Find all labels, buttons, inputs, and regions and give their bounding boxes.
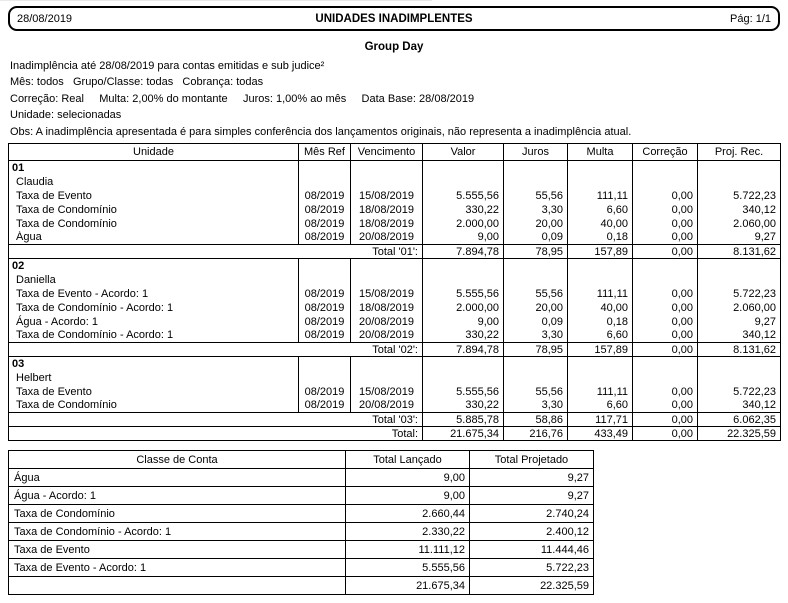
group-total-value: 8.131,62 (698, 343, 781, 357)
group-total-value: 157,89 (568, 343, 633, 357)
group-total-row (9, 413, 781, 427)
account-class: Água - Acordo: 1 (9, 487, 346, 505)
charge-value: 08/2019 (299, 231, 351, 245)
report-date: 28/08/2019 (17, 12, 73, 25)
empty-cell (351, 357, 423, 371)
charge-value: 18/08/2019 (351, 203, 423, 217)
charge-row (9, 315, 781, 329)
column-header: Mês Ref (299, 144, 351, 161)
empty-cell (568, 259, 633, 273)
charge-row (9, 203, 781, 217)
summary-row (9, 541, 594, 559)
summary-total-projetado: 22.325,59 (470, 577, 594, 595)
group-total-value: 5.885,78 (423, 413, 504, 427)
empty-cell (299, 259, 351, 273)
empty-cell (423, 175, 504, 189)
grand-total-row (9, 427, 781, 441)
charge-row (9, 399, 781, 413)
group-total-value: 0,00 (633, 413, 698, 427)
empty-cell (633, 371, 698, 385)
filter-line: Inadimplência até 28/08/2019 para contas emitidas e sub judice² (10, 60, 325, 72)
charge-value: 20/08/2019 (351, 329, 423, 343)
group-total-label: Total '02': (9, 343, 423, 357)
filter-line: Unidade: selecionadas (10, 109, 122, 122)
charge-value: 340,12 (698, 329, 781, 343)
total-projetado-value: 11.444,46 (470, 541, 594, 559)
grand-total-value: 22.325,59 (698, 427, 781, 441)
charge-class: Taxa de Condomínio (9, 217, 299, 231)
charge-row (9, 189, 781, 203)
empty-cell (299, 371, 351, 385)
grand-total-value: 0,00 (633, 427, 698, 441)
account-class: Taxa de Evento (9, 541, 346, 559)
filter-line: Correção: Real Multa: 2,00% do montante Juros: 1,00% ao mês Data Base: 28/08/2019 (10, 92, 475, 105)
charge-value: 0,00 (633, 217, 698, 231)
charge-value: 9,27 (698, 231, 781, 245)
charge-value: 330,22 (423, 203, 504, 217)
group-total-value: 7.894,78 (423, 245, 504, 259)
group-total-value: 58,86 (504, 413, 568, 427)
report-header (8, 6, 780, 31)
empty-cell (299, 273, 351, 287)
charge-value: 0,00 (633, 301, 698, 315)
group-name-row (9, 273, 781, 287)
empty-cell (504, 175, 568, 189)
grand-total-value: 216,76 (504, 427, 568, 441)
empty-cell (299, 175, 351, 189)
charge-value: 08/2019 (299, 189, 351, 203)
summary-header-row (9, 451, 594, 469)
empty-cell (698, 161, 781, 175)
charge-value: 15/08/2019 (351, 189, 423, 203)
main-table (8, 143, 781, 441)
charge-value: 2.000,00 (423, 217, 504, 231)
group-name: Claudia (9, 175, 299, 189)
charge-value: 20/08/2019 (351, 399, 423, 413)
charge-value: 0,18 (568, 231, 633, 245)
charge-value: 111,11 (568, 385, 633, 399)
charge-value: 5.722,23 (698, 189, 781, 203)
charge-value: 6,60 (568, 329, 633, 343)
total-lancado-value: 9,00 (346, 487, 470, 505)
empty-cell (504, 357, 568, 371)
total-lancado-value: 9,00 (346, 469, 470, 487)
charge-value: 0,00 (633, 385, 698, 399)
group-total-label: Total '01': (9, 245, 423, 259)
summary-row (9, 487, 594, 505)
charge-value: 330,22 (423, 399, 504, 413)
empty-cell (698, 371, 781, 385)
charge-value: 0,18 (568, 315, 633, 329)
empty-cell (299, 161, 351, 175)
charge-row (9, 231, 781, 245)
charge-value: 20,00 (504, 301, 568, 315)
total-projetado-value: 9,27 (470, 487, 594, 505)
charge-class: Taxa de Evento (9, 385, 299, 399)
charge-value: 18/08/2019 (351, 301, 423, 315)
empty-cell (633, 357, 698, 371)
total-lancado-value: 2.660,44 (346, 505, 470, 523)
column-header: Valor (423, 144, 504, 161)
summary-total-row (9, 577, 594, 595)
group-total-value: 0,00 (633, 245, 698, 259)
column-header: Multa (568, 144, 633, 161)
empty-cell (633, 259, 698, 273)
charge-value: 08/2019 (299, 329, 351, 343)
empty-cell (423, 371, 504, 385)
empty-cell (351, 175, 423, 189)
total-projetado-value: 2.400,12 (470, 523, 594, 541)
main-table-head (9, 144, 781, 161)
total-projetado-value: 9,27 (470, 469, 594, 487)
charge-value: 5.722,23 (698, 385, 781, 399)
empty-cell (568, 161, 633, 175)
group-name: Helbert (9, 371, 299, 385)
column-header: Juros (504, 144, 568, 161)
charge-value: 08/2019 (299, 203, 351, 217)
column-header: Correção (633, 144, 698, 161)
charge-value: 0,00 (633, 231, 698, 245)
charge-value: 6,60 (568, 203, 633, 217)
empty-cell (351, 371, 423, 385)
charge-value: 5.555,56 (423, 287, 504, 301)
summary-total-lancado: 21.675,34 (346, 577, 470, 595)
charge-value: 0,00 (633, 287, 698, 301)
empty-cell (568, 175, 633, 189)
group-code-row (9, 161, 781, 175)
empty-cell (504, 273, 568, 287)
charge-value: 2.060,00 (698, 301, 781, 315)
charge-value: 20/08/2019 (351, 315, 423, 329)
charge-value: 08/2019 (299, 399, 351, 413)
column-header: Total Projetado (470, 451, 594, 469)
group-total-value: 7.894,78 (423, 343, 504, 357)
group-total-value: 8.131,62 (698, 245, 781, 259)
charge-class: Taxa de Evento (9, 189, 299, 203)
empty-cell (423, 161, 504, 175)
group-name-row (9, 371, 781, 385)
charge-class: Taxa de Condomínio - Acordo: 1 (9, 329, 299, 343)
empty-cell (698, 357, 781, 371)
charge-row (9, 287, 781, 301)
charge-class: Taxa de Evento - Acordo: 1 (9, 287, 299, 301)
summary-row (9, 559, 594, 577)
main-header-row (9, 144, 781, 161)
charge-value: 5.555,56 (423, 385, 504, 399)
empty-cell (423, 273, 504, 287)
account-class: Água (9, 469, 346, 487)
summary-total-label (9, 577, 346, 595)
charge-class: Taxa de Condomínio (9, 203, 299, 217)
empty-cell (698, 259, 781, 273)
charge-value: 3,30 (504, 203, 568, 217)
charge-value: 55,56 (504, 385, 568, 399)
empty-cell (633, 273, 698, 287)
empty-cell (504, 161, 568, 175)
charge-row (9, 385, 781, 399)
total-lancado-value: 2.330,22 (346, 523, 470, 541)
summary-row (9, 505, 594, 523)
column-header: Classe de Conta (9, 451, 346, 469)
empty-cell (698, 175, 781, 189)
group-total-value: 117,71 (568, 413, 633, 427)
charge-value: 0,09 (504, 231, 568, 245)
charge-value: 08/2019 (299, 217, 351, 231)
group-total-row (9, 343, 781, 357)
charge-value: 08/2019 (299, 301, 351, 315)
group-total-value: 6.062,35 (698, 413, 781, 427)
charge-value: 0,00 (633, 399, 698, 413)
window-edge-artifact (0, 0, 432, 1)
charge-value: 0,00 (633, 203, 698, 217)
charge-value: 08/2019 (299, 315, 351, 329)
group-total-value: 78,95 (504, 245, 568, 259)
charge-value: 08/2019 (299, 287, 351, 301)
charge-value: 18/08/2019 (351, 217, 423, 231)
total-lancado-value: 5.555,56 (346, 559, 470, 577)
charge-value: 0,00 (633, 315, 698, 329)
empty-cell (698, 273, 781, 287)
charge-value: 9,00 (423, 315, 504, 329)
group-name-row (9, 175, 781, 189)
charge-value: 2.060,00 (698, 217, 781, 231)
summary-table-body (9, 469, 594, 595)
summary-table-head (9, 451, 594, 469)
charge-value: 0,00 (633, 329, 698, 343)
main-table-body (9, 161, 781, 441)
charge-value: 08/2019 (299, 385, 351, 399)
grand-total-label: Total: (9, 427, 423, 441)
charge-class: Taxa de Condomínio (9, 399, 299, 413)
charge-value: 15/08/2019 (351, 385, 423, 399)
charge-value: 9,00 (423, 231, 504, 245)
group-total-row (9, 245, 781, 259)
report-title: UNIDADES INADIMPLENTES (315, 12, 473, 25)
charge-row (9, 217, 781, 231)
charge-value: 3,30 (504, 329, 568, 343)
filter-line: Mês: todos Grupo/Classe: todas Cobrança: todas (10, 76, 264, 89)
empty-cell (299, 357, 351, 371)
charge-value: 0,09 (504, 315, 568, 329)
empty-cell (504, 371, 568, 385)
charge-value: 20,00 (504, 217, 568, 231)
filter-lines (10, 58, 780, 140)
total-projetado-value: 2.740,24 (470, 505, 594, 523)
page-indicator: Pág: 1/1 (730, 12, 771, 25)
charge-value: 40,00 (568, 217, 633, 231)
summary-row (9, 469, 594, 487)
charge-value: 9,27 (698, 315, 781, 329)
group-name: Daniella (9, 273, 299, 287)
summary-table (8, 450, 594, 595)
charge-row (9, 329, 781, 343)
empty-cell (568, 371, 633, 385)
empty-cell (351, 259, 423, 273)
group-code: 02 (9, 259, 299, 273)
charge-value: 340,12 (698, 203, 781, 217)
column-header: Proj. Rec. (698, 144, 781, 161)
charge-class: Água - Acordo: 1 (9, 315, 299, 329)
account-class: Taxa de Condomínio - Acordo: 1 (9, 523, 346, 541)
empty-cell (568, 357, 633, 371)
group-code-row (9, 357, 781, 371)
empty-cell (504, 259, 568, 273)
empty-cell (351, 161, 423, 175)
group-code-row (9, 259, 781, 273)
report-subtitle: Group Day (364, 41, 424, 53)
charge-value: 15/08/2019 (351, 287, 423, 301)
charge-value: 5.722,23 (698, 287, 781, 301)
grand-total-value: 21.675,34 (423, 427, 504, 441)
empty-cell (633, 175, 698, 189)
account-class: Taxa de Condomínio (9, 505, 346, 523)
filter-line: Obs: A inadimplência apresentada é para simples conferência dos lançamentos originais, não representa a inadimplência atual. (10, 125, 632, 138)
charge-value: 40,00 (568, 301, 633, 315)
group-total-label: Total '03': (9, 413, 423, 427)
charge-value: 111,11 (568, 287, 633, 301)
charge-class: Água (9, 231, 299, 245)
group-total-value: 78,95 (504, 343, 568, 357)
group-total-value: 0,00 (633, 343, 698, 357)
charge-class: Taxa de Condomínio - Acordo: 1 (9, 301, 299, 315)
charge-value: 340,12 (698, 399, 781, 413)
charge-value: 5.555,56 (423, 189, 504, 203)
charge-value: 0,00 (633, 189, 698, 203)
empty-cell (568, 273, 633, 287)
account-class: Taxa de Evento - Acordo: 1 (9, 559, 346, 577)
group-code: 01 (9, 161, 299, 175)
charge-value: 6,60 (568, 399, 633, 413)
charge-value: 330,22 (423, 329, 504, 343)
charge-value: 2.000,00 (423, 301, 504, 315)
column-header: Unidade (9, 144, 299, 161)
charge-value: 55,56 (504, 189, 568, 203)
empty-cell (423, 357, 504, 371)
total-projetado-value: 5.722,23 (470, 559, 594, 577)
charge-row (9, 301, 781, 315)
charge-value: 111,11 (568, 189, 633, 203)
group-code: 03 (9, 357, 299, 371)
summary-row (9, 523, 594, 541)
empty-cell (423, 259, 504, 273)
total-lancado-value: 11.111,12 (346, 541, 470, 559)
grand-total-value: 433,49 (568, 427, 633, 441)
empty-cell (633, 161, 698, 175)
column-header: Vencimento (351, 144, 423, 161)
group-total-value: 157,89 (568, 245, 633, 259)
empty-cell (351, 273, 423, 287)
charge-value: 55,56 (504, 287, 568, 301)
column-header: Total Lançado (346, 451, 470, 469)
charge-value: 3,30 (504, 399, 568, 413)
charge-value: 20/08/2019 (351, 231, 423, 245)
